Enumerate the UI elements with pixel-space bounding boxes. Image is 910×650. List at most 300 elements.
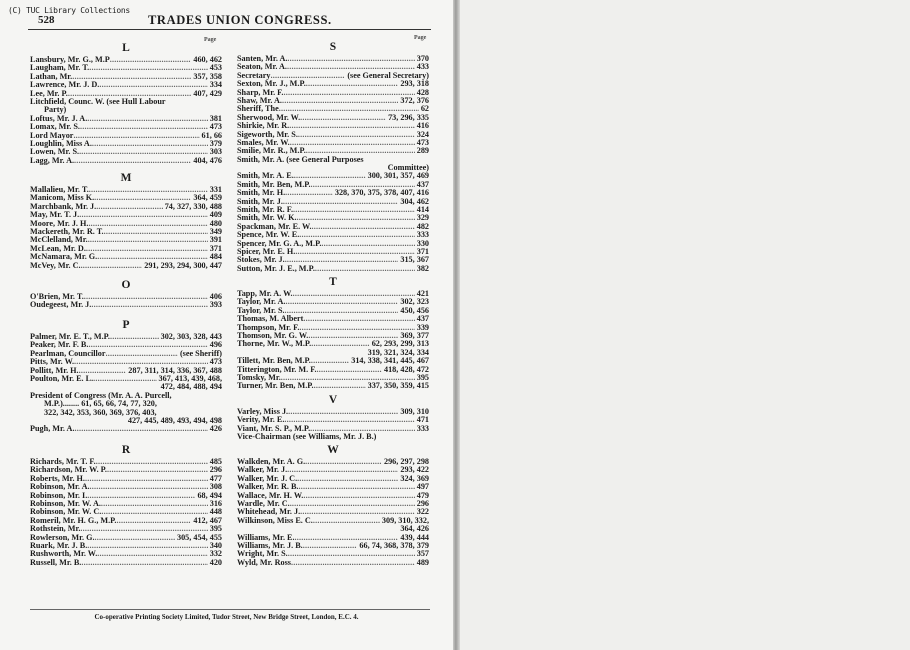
- entry-name: Lansbury, Mr. G., M.P: [30, 55, 110, 64]
- dot-leader: [75, 425, 208, 433]
- page-number: 528: [38, 14, 55, 26]
- entry-name: Secretary: [237, 70, 271, 80]
- entry-name: Thomson, Mr. G. W.: [237, 330, 309, 340]
- entry-name: Smith, Mr. A. E.: [237, 171, 294, 181]
- dot-leader: [73, 132, 199, 140]
- dot-leader: [311, 357, 349, 365]
- entry-pages: 453: [209, 63, 222, 73]
- dot-leader: [95, 534, 175, 542]
- entry-name: Mackereth, Mr. R. T.: [30, 226, 104, 236]
- entry-name: Seaton, Mr. A.: [237, 62, 287, 72]
- entry-pages: 333: [416, 230, 429, 240]
- entry-name: Taylor, Mr. S.: [237, 305, 285, 315]
- dot-leader: [314, 382, 366, 390]
- entry-pages: 324, 369: [400, 473, 429, 483]
- entry-pages: 450, 456: [400, 305, 429, 315]
- entry-pages: 357, 358: [193, 71, 222, 81]
- entry-pages: 296: [416, 498, 429, 508]
- entry-name: Loftus, Mr. J. A.: [30, 113, 88, 123]
- entry-name: Tapp, Mr. A. W.: [237, 289, 293, 298]
- dot-leader: [298, 483, 414, 491]
- entry-pages: 485: [209, 457, 222, 466]
- entry-name: Sexton, Mr. J., M.P.: [237, 79, 306, 89]
- index-section-m: [30, 171, 222, 270]
- entry-name: Walker, Mr. J. C.: [237, 473, 298, 483]
- entry-pages: 496: [209, 340, 222, 350]
- entry-pages: (see Sheriff): [179, 348, 222, 358]
- entry-name: Thorne, Mr. W., M.P.: [237, 339, 312, 349]
- entry-name: Whitehead, Mr. J.: [237, 507, 301, 517]
- entry-name: McNamara, Mr. G.: [30, 252, 98, 262]
- entry-name: Wright, Mr. S.: [237, 549, 288, 559]
- entry-name: Palmer, Mr. E. T., M.P.: [30, 332, 110, 341]
- entry-name: Thomas, M. Albert: [237, 314, 304, 324]
- entry-pages: 364, 459: [193, 193, 222, 203]
- entry-pages: 426: [209, 424, 222, 434]
- entry-pages: 395: [209, 524, 222, 534]
- entry-pages: 482: [416, 221, 429, 231]
- entry-pages: 331: [209, 185, 222, 194]
- dot-leader: [110, 56, 192, 64]
- entry-continuation: Party): [44, 105, 67, 115]
- entry-pages: 302, 323: [400, 297, 429, 307]
- entry-pages: 367, 413, 439, 468,: [158, 373, 222, 383]
- entry-name: Mallalieu, Mr. T.: [30, 185, 89, 194]
- entry-pages: 296, 297, 298: [383, 457, 429, 466]
- section-letter: T: [329, 276, 337, 288]
- dot-leader: [293, 206, 415, 214]
- dot-leader: [81, 559, 207, 567]
- entry-name: Oudegeest, Mr. J.: [30, 300, 92, 310]
- entry-name: Williams, Mr. J. B.: [237, 540, 303, 550]
- section-letter: S: [329, 41, 337, 53]
- dot-leader: [96, 203, 163, 211]
- entry-pages: 428: [416, 87, 429, 97]
- index-section-s: [237, 40, 429, 273]
- dot-leader: [290, 500, 415, 508]
- entry-name: Shaw, Mr. A.: [237, 95, 282, 105]
- entry-pages: 409: [209, 210, 222, 220]
- entry-pages: 382: [416, 263, 429, 273]
- entry-pages-continuation: 319, 321, 324, 334: [367, 347, 429, 357]
- entry-name: Pitts, Mr. W.: [30, 357, 75, 367]
- entry-pages: 421: [416, 289, 429, 298]
- entry-pages: 296: [209, 465, 222, 475]
- entry-pages: 66, 74, 368, 378, 379: [359, 540, 429, 550]
- entry-name: Russell, Mr. B.: [30, 557, 82, 567]
- dot-leader: [84, 293, 208, 301]
- right-page-blank: [460, 0, 910, 650]
- entry-name: Poulton, Mr. E. L.: [30, 373, 94, 383]
- entry-name: Varley, Miss J.: [237, 407, 289, 416]
- dot-leader: [283, 198, 398, 206]
- entry-pages: 395: [416, 372, 429, 382]
- entry-name: Ruark, Mr. J. B.: [30, 540, 88, 550]
- entry-pages: 337, 350, 359, 415: [367, 381, 429, 391]
- index-entry: [30, 157, 222, 165]
- entry-continuation: M.P.)........ 61, 65, 66, 74, 77, 320,: [44, 399, 157, 409]
- entry-name: Sharp, Mr. F.: [237, 87, 284, 97]
- entry-pages: 372, 376: [400, 95, 429, 105]
- dot-leader: [92, 140, 208, 148]
- entry-name: Santen, Mr. A.: [237, 54, 288, 63]
- entry-name: Viant, Mr. S. P., M.P.: [237, 423, 311, 433]
- dot-leader: [74, 157, 191, 165]
- index-entry: [237, 265, 429, 273]
- entry-pages: 479: [416, 490, 429, 500]
- entry-pages: 484: [209, 252, 222, 262]
- entry-pages: 316: [209, 498, 222, 508]
- entry-pages: 340: [209, 540, 222, 550]
- entry-pages: 61, 66: [201, 130, 222, 140]
- entry-name: Tillett, Mr. Ben, M.P.: [237, 356, 311, 366]
- section-letter: W: [327, 444, 339, 456]
- dot-leader: [99, 81, 207, 89]
- dot-leader: [285, 298, 398, 306]
- entry-pages: 404, 476: [193, 155, 222, 165]
- dot-leader: [101, 500, 208, 508]
- entry-name: Romeril, Mr. H. G., M.P.: [30, 515, 117, 525]
- dot-leader: [89, 64, 208, 72]
- entry-name: Turner, Mr. Ben, M.P.: [237, 381, 314, 391]
- dot-leader: [107, 466, 208, 474]
- dot-leader: [297, 214, 415, 222]
- entry-name: Spence, Mr. W. E.: [237, 230, 300, 240]
- entry-pages: 391: [209, 235, 222, 245]
- entry-pages: 412, 467: [193, 515, 222, 525]
- index-section-l: [30, 41, 222, 165]
- entry-name: Rothstein, Mr.: [30, 524, 81, 534]
- dot-leader: [90, 483, 208, 491]
- entry-name: Loughlin, Miss A.: [30, 138, 92, 148]
- entry-pages: 406: [209, 292, 222, 301]
- entry-pages: 289: [416, 146, 429, 156]
- entry-name: Wyld, Mr. Ross: [237, 557, 291, 567]
- entry-name: Walker, Mr. R. B.: [237, 482, 299, 492]
- entry-name: Pearlman, Councillor: [30, 348, 106, 358]
- entry-pages: 62, 293, 299, 313: [371, 339, 429, 349]
- entry-name: Tomsky, Mr.: [237, 372, 281, 382]
- index-entry: [30, 425, 222, 433]
- index-section-o: [30, 278, 222, 310]
- entry-name: Wardle, Mr. C.: [237, 498, 290, 508]
- entry-pages: 460, 462: [193, 55, 222, 64]
- entry-name: Walker, Mr. J.: [237, 465, 288, 475]
- entry-pages: 293, 422: [400, 465, 429, 475]
- entry-pages: 369, 377: [400, 330, 429, 340]
- entry-pages: 379: [209, 138, 222, 148]
- dot-leader: [282, 97, 398, 105]
- entry-pages-continuation: 364, 426: [400, 524, 429, 534]
- entry-name: Sigeworth, Mr. S.: [237, 129, 298, 139]
- entry-pages-continuation: Committee): [387, 163, 429, 173]
- dot-leader: [300, 114, 386, 122]
- entry-pages: 62: [420, 104, 429, 114]
- entry-pages: 437: [416, 179, 429, 189]
- section-letter: O: [121, 279, 131, 291]
- index-section-t: [237, 275, 429, 391]
- entry-name: Spicer, Mr. E. H.: [237, 246, 296, 256]
- dot-leader: [87, 542, 207, 550]
- entry-pages: 437: [416, 314, 429, 324]
- dot-leader: [283, 89, 414, 97]
- dot-leader: [81, 262, 143, 270]
- entry-name: Lomax, Mr. S.: [30, 122, 80, 132]
- entry-name: Thompson, Mr. F.: [237, 322, 300, 332]
- entry-name: Robinson, Mr. W. A.: [30, 498, 101, 508]
- section-letter: L: [122, 42, 130, 54]
- entry-pages: 349: [209, 226, 222, 236]
- entry-name: Verity, Mr. E.: [237, 415, 285, 425]
- dot-leader: [293, 290, 415, 298]
- entry-name: President of Congress (Mr. A. A. Purcell,: [30, 390, 172, 400]
- entry-name: Moore, Mr. J. H.: [30, 218, 89, 228]
- entry-name: Rowlerson, Mr. G.: [30, 532, 95, 542]
- entry-name: Spackman, Mr. E. W.: [237, 221, 312, 231]
- entry-name: Lowen, Mr. S.: [30, 147, 80, 157]
- dot-leader: [88, 236, 208, 244]
- dot-leader: [299, 324, 414, 332]
- entry-name: O'Brien, Mr. T.: [30, 292, 84, 301]
- entry-name: Williams, Mr. E.: [237, 532, 295, 542]
- entry-name: Laugham, Mr. T.: [30, 63, 90, 73]
- entry-pages: 73, 296, 335: [388, 112, 429, 122]
- dot-leader: [106, 350, 178, 358]
- dot-leader: [91, 301, 207, 309]
- entry-pages: 418, 428, 472: [383, 364, 429, 374]
- dot-leader: [295, 248, 414, 256]
- entry-pages: 304, 462: [400, 196, 429, 206]
- entry-name: Sherwood, Mr. W.: [237, 112, 301, 122]
- entry-name: Roberts, Mr. H.: [30, 473, 85, 483]
- entry-name: Spencer, Mr. G. A., M.P.: [237, 238, 322, 248]
- entry-pages: 287, 311, 314, 336, 367, 488: [128, 365, 222, 375]
- section-letter: R: [121, 444, 131, 456]
- dot-leader: [86, 245, 208, 253]
- entry-pages: 74, 327, 330, 488: [164, 201, 222, 211]
- entry-pages: 480: [209, 218, 222, 228]
- index-entry: [30, 301, 222, 309]
- index-entry: [30, 262, 222, 270]
- entry-pages: 300, 301, 357, 469: [367, 171, 429, 181]
- dot-leader: [87, 115, 207, 123]
- entry-pages: 439, 444: [400, 532, 429, 542]
- entry-name: Robinson, Mr. I.: [30, 490, 88, 500]
- dot-leader: [298, 131, 415, 139]
- dot-leader: [80, 123, 208, 131]
- entry-name: Richardson, Mr. W. P.: [30, 465, 107, 475]
- entry-name: Walkden, Mr. A. G.: [237, 457, 306, 466]
- entry-pages: 291, 293, 294, 300, 447: [144, 260, 222, 270]
- entry-name: Peaker, Mr. F. B.: [30, 340, 89, 350]
- entry-name: Richards, Mr. T. F.: [30, 457, 96, 466]
- dot-leader: [306, 80, 399, 88]
- entry-name: Lathan, Mr.: [30, 71, 73, 81]
- entry-continuation: 322, 342, 353, 360, 369, 376, 403,: [44, 407, 157, 417]
- entry-name: Pugh, Mr. A.: [30, 424, 75, 434]
- entry-pages: 315, 367: [400, 255, 429, 265]
- page-column-label: Page: [204, 37, 217, 43]
- index-entry: [237, 433, 429, 441]
- entry-name: Smith, Mr. R. F.: [237, 205, 294, 215]
- entry-pages: 308: [209, 482, 222, 492]
- dot-leader: [79, 148, 208, 156]
- entry-pages: 497: [416, 482, 429, 492]
- index-entry: [237, 382, 429, 390]
- dot-leader: [87, 492, 195, 500]
- dot-leader: [97, 550, 207, 558]
- header-rule: [28, 29, 431, 30]
- index-section-r: [30, 443, 222, 567]
- entry-name: Manicom, Miss K.: [30, 193, 95, 203]
- entry-name: McVey, Mr. C.: [30, 260, 81, 270]
- entry-pages: 471: [416, 415, 429, 425]
- entry-name: Shirkie, Mr. R.: [237, 121, 290, 131]
- watermark: (C) TUC Library Collections: [8, 6, 130, 15]
- entry-pages: 309, 310, 332,: [381, 515, 429, 525]
- dot-leader: [291, 559, 415, 567]
- dot-leader: [289, 122, 414, 130]
- entry-name: Lord Mayor: [30, 130, 74, 140]
- dot-leader: [101, 508, 207, 516]
- entry-name: Sheriff, The: [237, 104, 279, 114]
- index-section-v: [237, 393, 429, 442]
- dot-leader: [88, 220, 207, 228]
- section-letter: P: [122, 319, 130, 331]
- dot-leader: [317, 366, 382, 374]
- entry-name: Lee, Mr. P.: [30, 88, 68, 98]
- dot-leader: [303, 315, 414, 323]
- entry-pages: 332: [209, 549, 222, 559]
- dot-leader: [116, 517, 191, 525]
- dot-leader: [287, 466, 398, 474]
- entry-name: Litchfield, Counc. W. (see Hull Labour: [30, 96, 166, 106]
- entry-name: Marchbank, Mr. J.: [30, 201, 97, 211]
- entry-pages: 334: [209, 80, 222, 90]
- entry-pages: 370: [416, 54, 429, 63]
- index-entry: [237, 559, 429, 567]
- entry-name: Smilie, Mr. R., M.P.: [237, 146, 306, 156]
- entry-pages: 357: [416, 549, 429, 559]
- dot-leader: [312, 223, 415, 231]
- entry-name: Robinson, Mr. W. C.: [30, 507, 102, 517]
- section-letter: M: [120, 172, 132, 184]
- entry-pages: 489: [416, 557, 429, 567]
- dot-leader: [303, 542, 358, 550]
- entry-pages: 473: [209, 122, 222, 132]
- entry-pages: 371: [416, 246, 429, 256]
- entry-name: Rushworth, Mr. W.: [30, 549, 98, 559]
- entry-pages: 309, 310: [400, 407, 429, 416]
- entry-pages: 293, 318: [400, 79, 429, 89]
- entry-name: Pollitt, Mr. H.: [30, 365, 79, 375]
- entry-pages: 314, 338, 341, 445, 467: [351, 356, 429, 366]
- entry-name: Stokes, Mr. J.: [237, 255, 285, 265]
- dot-leader: [305, 458, 382, 466]
- entry-name: Smith, Mr. W. K.: [237, 213, 297, 223]
- dot-leader: [288, 550, 415, 558]
- dot-leader: [297, 475, 398, 483]
- index-section-p: [30, 318, 222, 434]
- dot-leader: [290, 139, 415, 147]
- entry-pages: 302, 303, 328, 443: [160, 332, 222, 341]
- entry-pages: 420: [209, 557, 222, 567]
- entry-name: McClelland, Mr.: [30, 235, 88, 245]
- entry-pages: 477: [209, 473, 222, 483]
- dot-leader: [313, 517, 380, 525]
- entry-pages: 329: [416, 213, 429, 223]
- entry-name: Robinson, Mr. A.: [30, 482, 90, 492]
- page-column-label: Page: [414, 35, 427, 41]
- dot-leader: [288, 408, 398, 416]
- entry-pages: 68, 494: [197, 490, 222, 500]
- entry-pages-continuation: 427, 445, 489, 493, 494, 498: [127, 415, 222, 425]
- entry-pages: 473: [416, 137, 429, 147]
- entry-name: Lawrence, Mr. J. D.: [30, 80, 100, 90]
- running-head: TRADES UNION CONGRESS.: [148, 13, 332, 27]
- dot-leader: [104, 228, 208, 236]
- entry-name: Smith, Mr. J.: [237, 196, 283, 206]
- entry-pages: 381: [209, 113, 222, 123]
- entry-name: Smales, Mr. W.: [237, 137, 290, 147]
- index-section-w: [237, 443, 429, 567]
- dot-leader: [79, 211, 208, 219]
- entry-name: Sutton, Mr. J. E., M.P.: [237, 263, 315, 273]
- entry-pages: 305, 454, 455: [176, 532, 222, 542]
- dot-leader: [110, 333, 159, 341]
- entry-name: May, Mr. T. J.: [30, 210, 80, 220]
- entry-pages: 393: [209, 300, 222, 310]
- entry-name: Smith, Mr. A. (see General Purposes: [237, 154, 364, 164]
- entry-pages: 448: [209, 507, 222, 517]
- entry-name: Vice-Chairman (see Williams, Mr. J. B.): [237, 432, 377, 442]
- entry-pages-continuation: 472, 484, 488, 494: [160, 382, 222, 392]
- entry-pages: 416: [416, 121, 429, 131]
- entry-pages: 339: [416, 322, 429, 332]
- entry-pages: 324: [416, 129, 429, 139]
- entry-pages: (see General Secretary): [347, 70, 429, 80]
- footer-rule: [30, 609, 430, 610]
- entry-name: Titterington, Mr. M. F.: [237, 364, 317, 374]
- entry-name: Smith, Mr. H.: [237, 188, 286, 198]
- dot-leader: [93, 375, 156, 383]
- book-gutter: [453, 0, 460, 650]
- printer-imprint: Co-operative Printing Society Limited, Tudor Street, New Bridge Street, London, E.C. 4.: [94, 613, 359, 621]
- dot-leader: [96, 458, 208, 466]
- entry-pages: 322: [416, 507, 429, 517]
- dot-leader: [311, 340, 369, 348]
- dot-leader: [303, 492, 414, 500]
- entry-name: McLean, Mr. D.: [30, 243, 86, 253]
- entry-pages: 407, 429: [193, 88, 222, 98]
- dot-leader: [285, 189, 333, 197]
- dot-leader: [85, 475, 208, 483]
- index-entry: [30, 559, 222, 567]
- entry-pages: 414: [416, 205, 429, 215]
- entry-name: Smith, Mr. Ben, M.P.: [237, 179, 311, 189]
- dot-leader: [89, 186, 208, 194]
- entry-pages: 473: [209, 357, 222, 367]
- entry-name: Wallace, Mr. H. W.: [237, 490, 304, 500]
- entry-pages: 328, 370, 375, 378, 407, 416: [334, 188, 429, 198]
- dot-leader: [315, 265, 415, 273]
- entry-pages: 333: [416, 423, 429, 433]
- entry-name: Wilkinson, Miss E. C.: [237, 515, 313, 525]
- entry-pages: 371: [209, 243, 222, 253]
- entry-name: Taylor, Mr. A.: [237, 297, 286, 307]
- entry-pages: 433: [416, 62, 429, 72]
- dot-leader: [287, 55, 414, 63]
